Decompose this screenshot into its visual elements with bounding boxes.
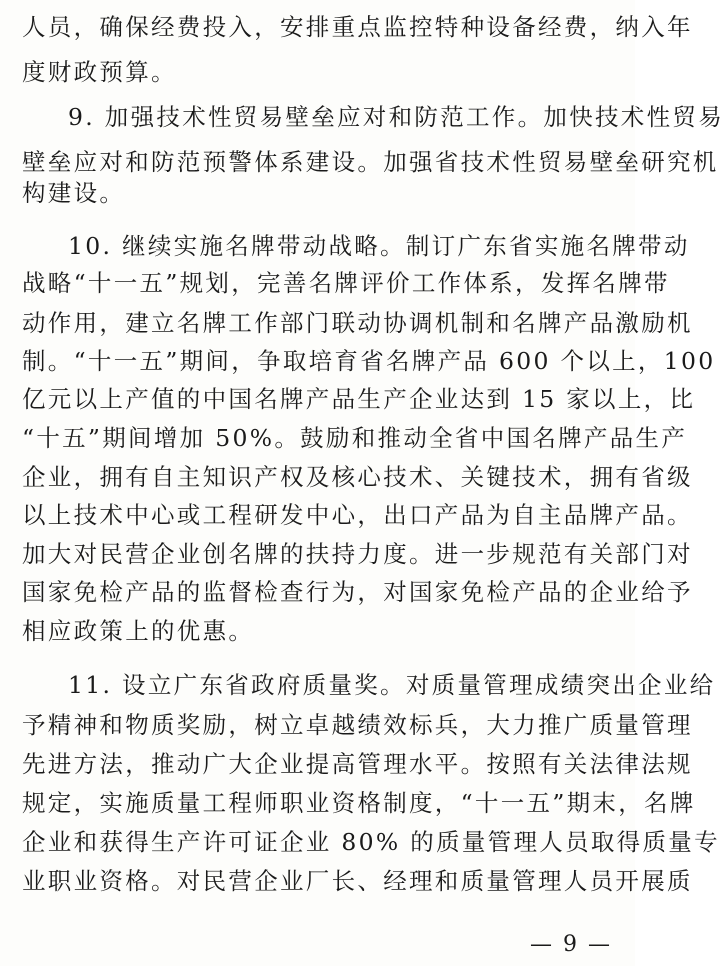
text-line: 业职业资格。对民营企业厂长、经理和质量管理人员开展质 <box>22 867 693 895</box>
text-line: 度财政预算。 <box>22 58 177 86</box>
text-line: 国家免检产品的监督检查行为，对国家免检产品的企业给予 <box>22 578 693 606</box>
text-line: 企业和获得生产许可证企业 80% 的质量管理人员取得质量专 <box>22 828 720 856</box>
text-line: 相应政策上的优惠。 <box>22 617 255 645</box>
page-number: — 9 — <box>530 932 612 957</box>
paragraph-9-start: 9. 加强技术性贸易壁垒应对和防范工作。加快技术性贸易 <box>68 103 724 131</box>
text-line: 予精神和物质奖励，树立卓越绩效标兵，大力推广质量管理 <box>22 711 693 739</box>
text-line: 战略“十一五”规划，完善名牌评价工作体系，发挥名牌带 <box>22 269 670 297</box>
text-line: 构建设。 <box>22 179 126 207</box>
text-line: 人员，确保经费投入，安排重点监控特种设备经费，纳入年 <box>22 13 693 41</box>
text-line: 亿元以上产值的中国名牌产品生产企业达到 15 家以上，比 <box>22 385 696 413</box>
text-line: 规定，实施质量工程师职业资格制度，“十一五”期末，名牌 <box>22 789 696 817</box>
text-line: 壁垒应对和防范预警体系建设。加强省技术性贸易壁垒研究机 <box>22 148 719 176</box>
paragraph-10-start: 10. 继续实施名牌带动战略。制订广东省实施名牌带动 <box>68 232 690 260</box>
text-line: 以上技术中心或工程研发中心，出口产品为自主品牌产品。 <box>22 501 693 529</box>
text-line: 企业，拥有自主知识产权及核心技术、关键技术，拥有省级 <box>22 463 693 491</box>
text-line: 先进方法，推动广大企业提高管理水平。按照有关法律法规 <box>22 750 693 778</box>
text-line: 制。“十一五”期间，争取培育省名牌产品 600 个以上，100 <box>22 347 716 375</box>
text-line: “十五”期间增加 50%。鼓励和推动全省中国名牌产品生产 <box>22 424 688 452</box>
text-line: 加大对民营企业创名牌的扶持力度。进一步规范有关部门对 <box>22 540 693 568</box>
paragraph-11-start: 11. 设立广东省政府质量奖。对质量管理成绩突出企业给 <box>68 671 716 699</box>
text-line: 动作用，建立名牌工作部门联动协调机制和名牌产品激励机 <box>22 309 693 337</box>
